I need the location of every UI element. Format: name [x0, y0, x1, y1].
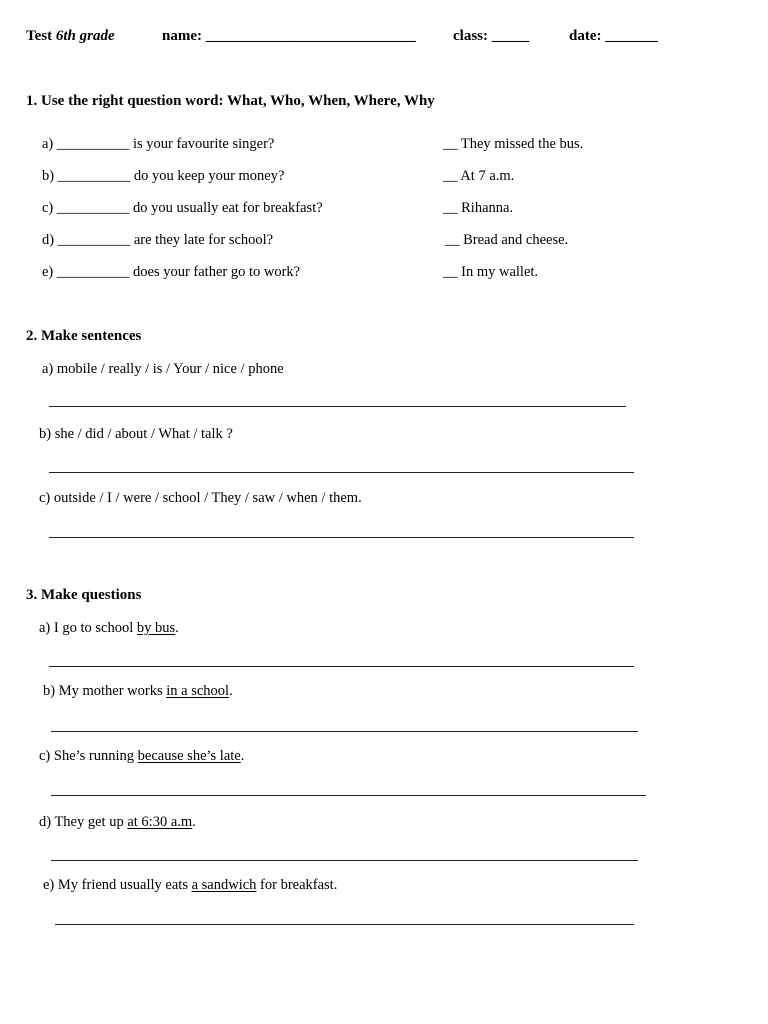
s3-c-underlined: because she’s late	[137, 748, 241, 764]
s3-answer-line-b[interactable]	[51, 731, 638, 732]
s3-b-post: .	[229, 683, 233, 699]
s3-answer-line-d[interactable]	[51, 860, 638, 861]
s3-answer-line-c[interactable]	[51, 795, 646, 796]
s3-d-text: d) They get up	[39, 814, 128, 830]
s3-a-underlined: by bus	[136, 620, 176, 636]
s1-answer-c[interactable]: __ Rihanna.	[443, 200, 514, 216]
s3-c-post: .	[240, 748, 245, 764]
s3-d-post: .	[192, 814, 196, 830]
s3-c-text: c) She’s running	[39, 748, 138, 764]
s3-answer-line-a[interactable]	[49, 666, 634, 667]
test-label: Test	[26, 28, 53, 44]
s2-prompt-b: b) she / did / about / What / talk ?	[39, 426, 233, 442]
name-field[interactable]: name: ____________________________	[162, 28, 416, 44]
s1-question-a[interactable]: a) __________ is your favourite singer?	[42, 136, 275, 152]
section2-title: 2. Make sentences	[26, 328, 142, 344]
s3-sentence-c	[39, 748, 244, 765]
s2-answer-line-b[interactable]	[49, 472, 634, 473]
s3-d-underlined: at 6:30 a.m	[127, 814, 193, 830]
s1-answer-d[interactable]: __ Bread and cheese.	[445, 232, 569, 248]
s3-sentence-d	[39, 814, 196, 831]
s3-a-post: .	[175, 620, 179, 636]
s1-answer-a[interactable]: __ They missed the bus.	[443, 136, 584, 152]
grade-label: 6th grade	[55, 28, 115, 44]
s3-sentence-b	[43, 683, 233, 700]
s1-question-d[interactable]: d) __________ are they late for school?	[42, 232, 274, 248]
s2-answer-line-c[interactable]	[49, 537, 634, 538]
s1-answer-b[interactable]: __ At 7 a.m.	[443, 168, 515, 184]
s3-e-text: e) My friend usually eats	[43, 877, 192, 893]
s3-sentence-a	[39, 620, 179, 637]
s1-question-e[interactable]: e) __________ does your father go to work?	[42, 264, 301, 280]
s3-sentence-e	[43, 877, 337, 894]
s3-b-text: b) My mother works	[43, 683, 167, 699]
s3-a-text: a) I go to school	[39, 620, 137, 636]
s3-answer-line-e[interactable]	[55, 924, 634, 925]
section1-title: 1. Use the right question word: What, Who, When, Where, Why	[26, 93, 435, 109]
s3-b-underlined: in a school	[166, 683, 230, 699]
s3-e-post: for breakfast.	[256, 877, 338, 893]
test-title	[26, 28, 115, 45]
section3-title: 3. Make questions	[26, 587, 142, 603]
s1-question-b[interactable]: b) __________ do you keep your money?	[42, 168, 285, 184]
s2-answer-line-a[interactable]	[49, 406, 626, 407]
s1-question-c[interactable]: c) __________ do you usually eat for breakfast?	[42, 200, 323, 216]
class-field[interactable]: class: _____	[453, 28, 530, 44]
s3-e-underlined: a sandwich	[191, 877, 257, 893]
date-field[interactable]: date: _______	[569, 28, 658, 44]
s2-prompt-c: c) outside / I / were / school / They / saw / when / them.	[39, 490, 362, 506]
s2-prompt-a: a) mobile / really / is / Your / nice / phone	[42, 361, 284, 377]
s1-answer-e[interactable]: __ In my wallet.	[443, 264, 539, 280]
